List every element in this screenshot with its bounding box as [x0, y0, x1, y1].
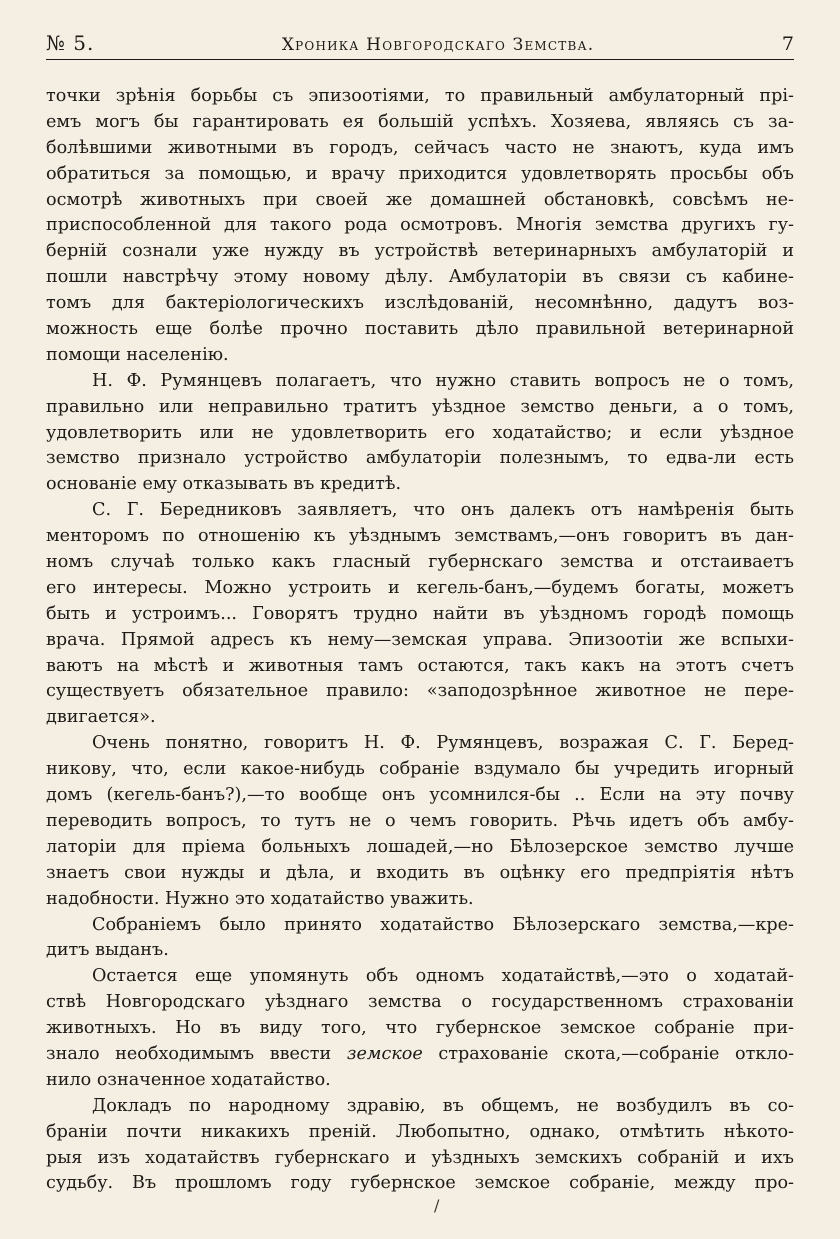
text-line: Н. Ф. Румянцевъ полагаетъ, что нужно ставить вопросъ не о томъ,: [92, 370, 794, 391]
text-line: двигается».: [46, 707, 156, 728]
journal-title: Хроника Новгородскаго Земства.: [281, 35, 595, 55]
text-line: ваютъ на мѣстѣ и животныя тамъ остаются, такъ какъ на этотъ счетъ: [46, 655, 794, 676]
text-line: животныхъ. Но въ виду того, что губернское земское собраніе при-: [46, 1018, 794, 1039]
text-line: дитъ выданъ.: [46, 940, 169, 961]
text-line: быть и устроимъ... Говорятъ трудно найти въ уѣздномъ городѣ помощь: [46, 603, 794, 624]
page-number: 7: [781, 33, 794, 55]
text-line: берній сознали уже нужду въ устройствѣ ветеринарныхъ амбулаторій и: [46, 241, 794, 262]
text-line: браніи почти никакихъ преній. Любопытно, однако, отмѣтить нѣкото-: [46, 1121, 794, 1142]
text-line: удовлетворить или не удовлетворить его ходатайство; и если уѣздное: [46, 422, 794, 443]
text-line: судьбу. Въ прошломъ году губернское земское собраніе, между про-: [46, 1173, 794, 1194]
text-line: менторомъ по отношенію къ уѣзднымъ земствамъ,—онъ говоритъ въ дан-: [46, 526, 794, 547]
text-line: приспособленной для такого рода осмотровъ. Многія земства другихъ гу-: [46, 215, 794, 236]
text-line: рыя изъ ходатайствъ губернскаго и уѣздныхъ земскихъ собраній и ихъ: [46, 1147, 794, 1168]
emphasized-word: земское: [346, 1043, 423, 1064]
text-line: домъ (кегель-банъ?),—то вообще онъ усомнился-бы .. Если на эту почву: [46, 785, 794, 806]
line-text-before: знало необходимымъ ввести: [46, 1043, 332, 1064]
text-line: надобности. Нужно это ходатайство уважить.: [46, 888, 474, 909]
text-line: [46, 1042, 794, 1068]
text-line: пошли навстрѣчу этому новому дѣлу. Амбулаторіи въ связи съ кабине-: [46, 267, 794, 288]
text-line: осмотрѣ животныхъ при своей же домашней обстановкѣ, совсѣмъ не-: [46, 189, 794, 210]
text-line: ствѣ Новгородскаго уѣзднаго земства о государственномъ страхованіи: [46, 992, 794, 1013]
text-line: С. Г. Бередниковъ заявляетъ, что онъ далекъ отъ намѣренія быть: [92, 500, 794, 521]
text-line: основаніе ему отказывать въ кредитѣ.: [46, 474, 402, 495]
text-line: земство признало устройство амбулаторіи полезнымъ, то едва-ли есть: [46, 448, 794, 469]
text-line: его интересы. Можно устроить и кегель-банъ,—будемъ богаты, можетъ: [46, 577, 794, 598]
text-line: Докладъ по народному здравію, въ общемъ, не возбудилъ въ со-: [92, 1095, 794, 1116]
text-line: обратиться за помощью, и врачу приходится удовлетворять просьбы объ: [46, 163, 794, 184]
text-line: переводить вопросъ, то тутъ не о чемъ говорить. Рѣчь идетъ объ амбу-: [46, 810, 794, 831]
text-line: нило означенное ходатайство.: [46, 1069, 331, 1090]
text-line: номъ случаѣ только какъ гласный губернскаго земства и отстаиваетъ: [46, 552, 794, 573]
text-line: болѣвшими животными въ городъ, сейчасъ часто не знаютъ, куда имъ: [46, 137, 794, 158]
text-line: знаетъ свои нужды и дѣла, и входить въ оцѣнку его предпріятія нѣтъ: [46, 862, 794, 883]
text-line: существуетъ обязательное правило: «заподозрѣнное животное не пере-: [46, 681, 794, 702]
text-line: можность еще болѣе прочно поставить дѣло правильной ветеринарной: [46, 319, 794, 340]
issue-number: № 5.: [46, 31, 95, 55]
text-line: никову, что, если какое-нибудь собраніе вздумало бы учредить игорный: [46, 759, 794, 780]
text-line: точки зрѣнія борьбы съ эпизоотіями, то правильный амбулаторный прі-: [46, 86, 794, 106]
text-line: помощи населенію.: [46, 344, 229, 365]
text-line: Остается еще упомянуть объ одномъ ходатайствѣ,—это о ходатай-: [92, 966, 794, 987]
article-body: [46, 84, 794, 1197]
line-text-after: страхованіе скота,—собраніе откло-: [422, 1043, 794, 1064]
text-line: правильно или неправильно тратитъ уѣздное земство деньги, а о томъ,: [46, 396, 794, 417]
footer-mark: /: [434, 1196, 440, 1215]
text-line: емъ могъ бы гарантировать ея большій успѣхъ. Хозяева, являясь съ за-: [46, 111, 794, 132]
text-line: Очень понятно, говоритъ Н. Ф. Румянцевъ, возражая С. Г. Беред-: [92, 733, 794, 754]
running-header: [46, 30, 794, 60]
text-line: Собраніемъ было принято ходатайство Бѣлозерскаго земства,—кре-: [92, 914, 794, 935]
text-line: врача. Прямой адресъ къ нему—земская управа. Эпизоотіи же вспыхи-: [46, 629, 794, 650]
text-line: томъ для бактеріологическихъ изслѣдованій, несомнѣнно, дадутъ воз-: [46, 293, 794, 314]
text-line: латоріи для пріема больныхъ лошадей,—но Бѣлозерское земство лучше: [46, 836, 794, 857]
